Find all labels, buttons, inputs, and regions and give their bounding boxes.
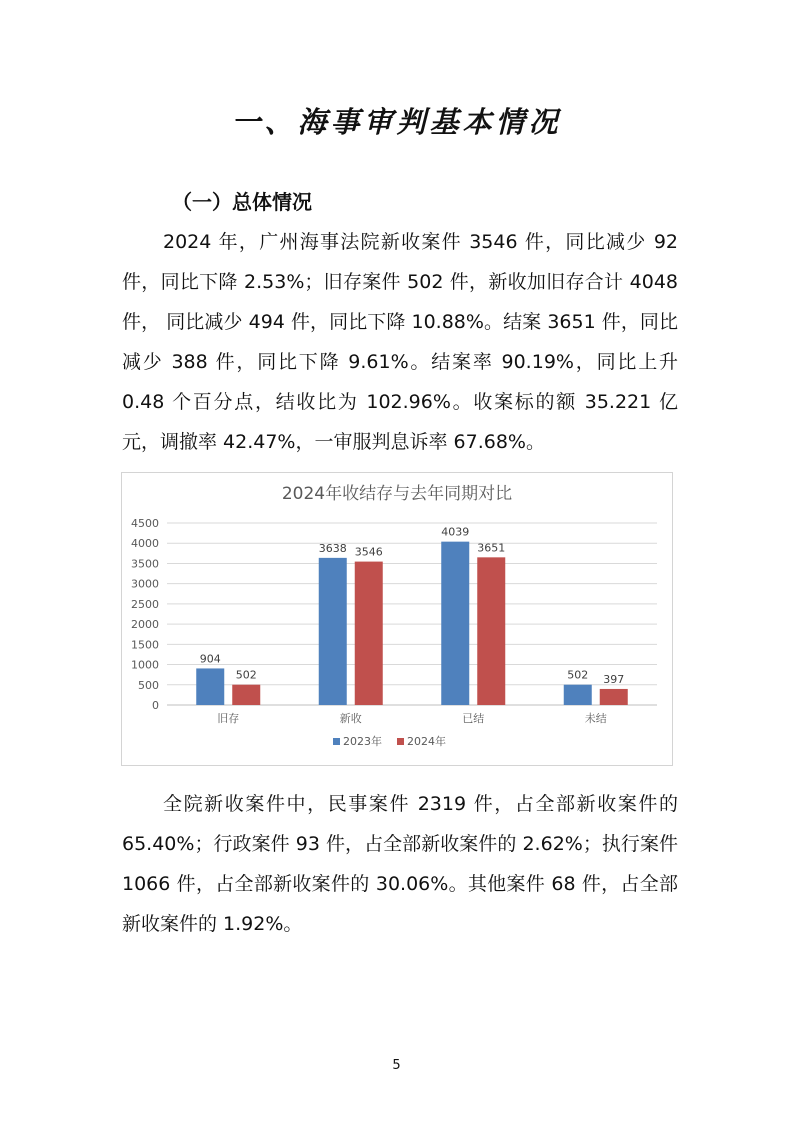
- y-tick-label: 0: [152, 699, 159, 712]
- overview-paragraph: 2024 年，广州海事法院新收案件 3546 件，同比减少 92 件，同比下降 2.53%；旧存案件 502 件，新收加旧存合计 4048 件， 同比减少 494 件，同比下降 10.88%。结案 3651 件，同比减少 388 件，同比下降 9.61%。结案率 90.19%，同比上升 0.48 个百分点，结收比为 102.96%。收案标的额 35.221 亿元，调撤率 42.47%，一审服判息诉率 67.68%。: [122, 231, 678, 453]
- bar-value-label: 3651: [477, 541, 506, 555]
- bar-value-label: 502: [235, 668, 257, 682]
- bar-value-label: 3546: [354, 545, 383, 559]
- chart-data-labels: [200, 526, 625, 686]
- legend-swatch: [397, 738, 404, 745]
- case-breakdown-paragraph: 全院新收案件中，民事案件 2319 件，占全部新收案件的 65.40%；行政案件 93 件，占全部新收案件的 2.62%；执行案件 1066 件，占全部新收案件的 30.06%。其他案件 68 件，占全部新收案件的 1.92%。: [122, 793, 678, 935]
- page-number: 5: [392, 1058, 401, 1073]
- y-tick-label: 3500: [131, 557, 159, 571]
- bar: [319, 558, 347, 705]
- bar-chart: [121, 472, 673, 766]
- x-tick-label: 未结: [584, 712, 607, 725]
- chart-title: 2024年收结存与去年同期对比: [281, 484, 513, 504]
- y-tick-label: 4000: [131, 537, 159, 551]
- y-tick-label: 500: [138, 678, 159, 692]
- bar-value-label: 397: [603, 672, 625, 686]
- y-axis-ticks: [131, 517, 159, 712]
- legend-swatch: [333, 738, 340, 745]
- y-tick-label: 2000: [131, 618, 159, 632]
- bar: [441, 542, 469, 705]
- x-tick-label: 新收: [339, 712, 362, 725]
- chart-legend: [333, 734, 446, 748]
- bar-chart-svg: [122, 473, 672, 765]
- bar: [232, 685, 260, 705]
- x-axis-ticks: [217, 711, 607, 725]
- page-title: 一、海事审判基本情况: [231, 105, 562, 139]
- y-tick-label: 2500: [131, 597, 159, 611]
- bar: [564, 685, 592, 705]
- bar: [355, 562, 383, 705]
- bar: [196, 668, 224, 705]
- section-heading: （一）总体情况: [172, 190, 312, 214]
- bar: [600, 689, 628, 705]
- bar-value-label: 502: [567, 668, 589, 682]
- y-tick-label: 3000: [131, 577, 159, 591]
- legend-label: 2023年: [343, 735, 382, 748]
- bar-value-label: 4039: [441, 525, 470, 539]
- bar-value-label: 904: [199, 652, 221, 666]
- chart-bars: [196, 542, 628, 705]
- y-tick-label: 1000: [131, 658, 159, 672]
- y-tick-label: 1500: [131, 638, 159, 652]
- bar-value-label: 3638: [318, 541, 347, 555]
- x-tick-label: 已结: [462, 712, 485, 725]
- x-tick-label: 旧存: [217, 712, 240, 725]
- y-tick-label: 4500: [131, 517, 159, 530]
- legend-label: 2024年: [407, 735, 446, 748]
- bar: [477, 557, 505, 705]
